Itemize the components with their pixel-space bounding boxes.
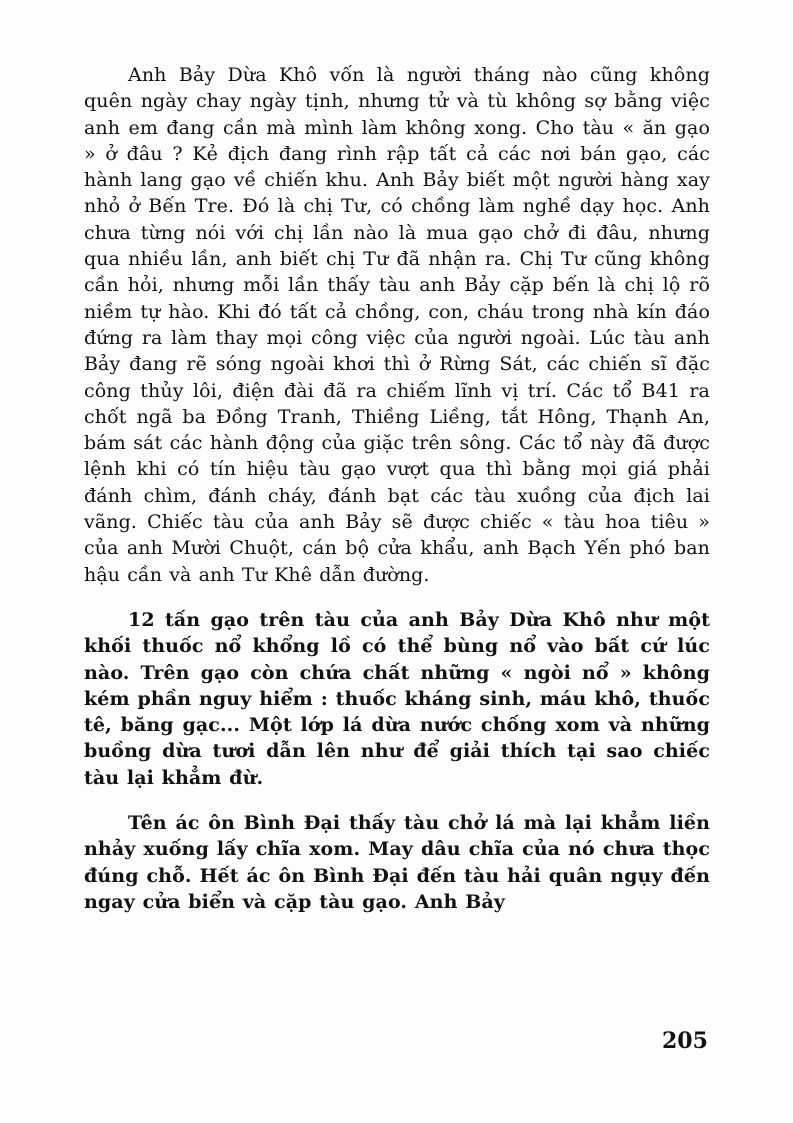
body-text <box>84 62 710 934</box>
paragraph-3: Tên ác ôn Bình Đại thấy tàu chở lá mà lại khẳm liền nhảy xuống lấy chĩa xom. May dâu chĩa của nó chưa thọc đúng chỗ. Hết ác ôn Bình Đại đến tàu hải quân ngụy đến ngay cửa biển và cặp tàu gạo. Anh Bảy <box>84 812 710 913</box>
paragraph-1: Anh Bảy Dừa Khô vốn là người tháng nào cũng không quên ngày chay ngày tịnh, nhưng tử và tù không sợ bằng việc anh em đang cần mà mình làm không xong. Cho tàu « ăn gạo » ở đâu ? Kẻ địch đang rình rập tất cả các nơi bán gạo, các hành lang gạo về chiến khu. Anh Bảy biết một người hàng xay nhỏ ở Bến Tre. Đó là chị Tư, có chồng làm nghề dạy học. Anh chưa từng nói với chị lần nào là mua gạo chở đi đâu, nhưng qua nhiều lần, anh biết chị Tư đã nhận ra. Chị Tư cũng không cần hỏi, nhưng mỗi lần thấy tàu anh Bảy cặp bến là chị lộ rõ niềm tự hào. Khi đó tất cả chồng, con, cháu trong nhà kín đáo đứng ra làm thay mọi công việc của người ngoài. Lúc tàu anh Bảy đang rẽ sóng ngoài khơi thì ở Rừng Sát, các chiến sĩ đặc công thủy lôi, điện đài đã ra chiếm lĩnh vị trí. Các tổ B41 ra chốt ngã ba Đồng Tranh, Thiềng Liềng, tắt Hông, Thạnh An, bám sát các hành động của giặc trên sông. Các tổ này đã được lệnh khi có tín hiệu tàu gạo vượt qua thì bằng mọi giá phải đánh chìm, đánh cháy, đánh bạt các tàu xuồng của địch lai vãng. Chiếc tàu của anh Bảy sẽ được chiếc « tàu hoa tiêu » của anh Mười Chuột, cán bộ cửa khẩu, anh Bạch Yến phó ban hậu cần và anh Tư Khê dẫn đường. <box>84 64 710 586</box>
paragraph-2: 12 tấn gạo trên tàu của anh Bảy Dừa Khô như một khối thuốc nổ khổng lồ có thể bùng nổ vào bất cứ lúc nào. Trên gạo còn chứa chất những « ngòi nổ » không kém phần nguy hiểm : thuốc kháng sinh, máu khô, thuốc tê, băng gạc... Một lớp lá dừa nước chống xom và những buồng dừa tươi dẫn lên như để giải thích tại sao chiếc tàu lại khẳm đừ. <box>84 608 710 789</box>
page-number: 205 <box>662 1028 708 1054</box>
